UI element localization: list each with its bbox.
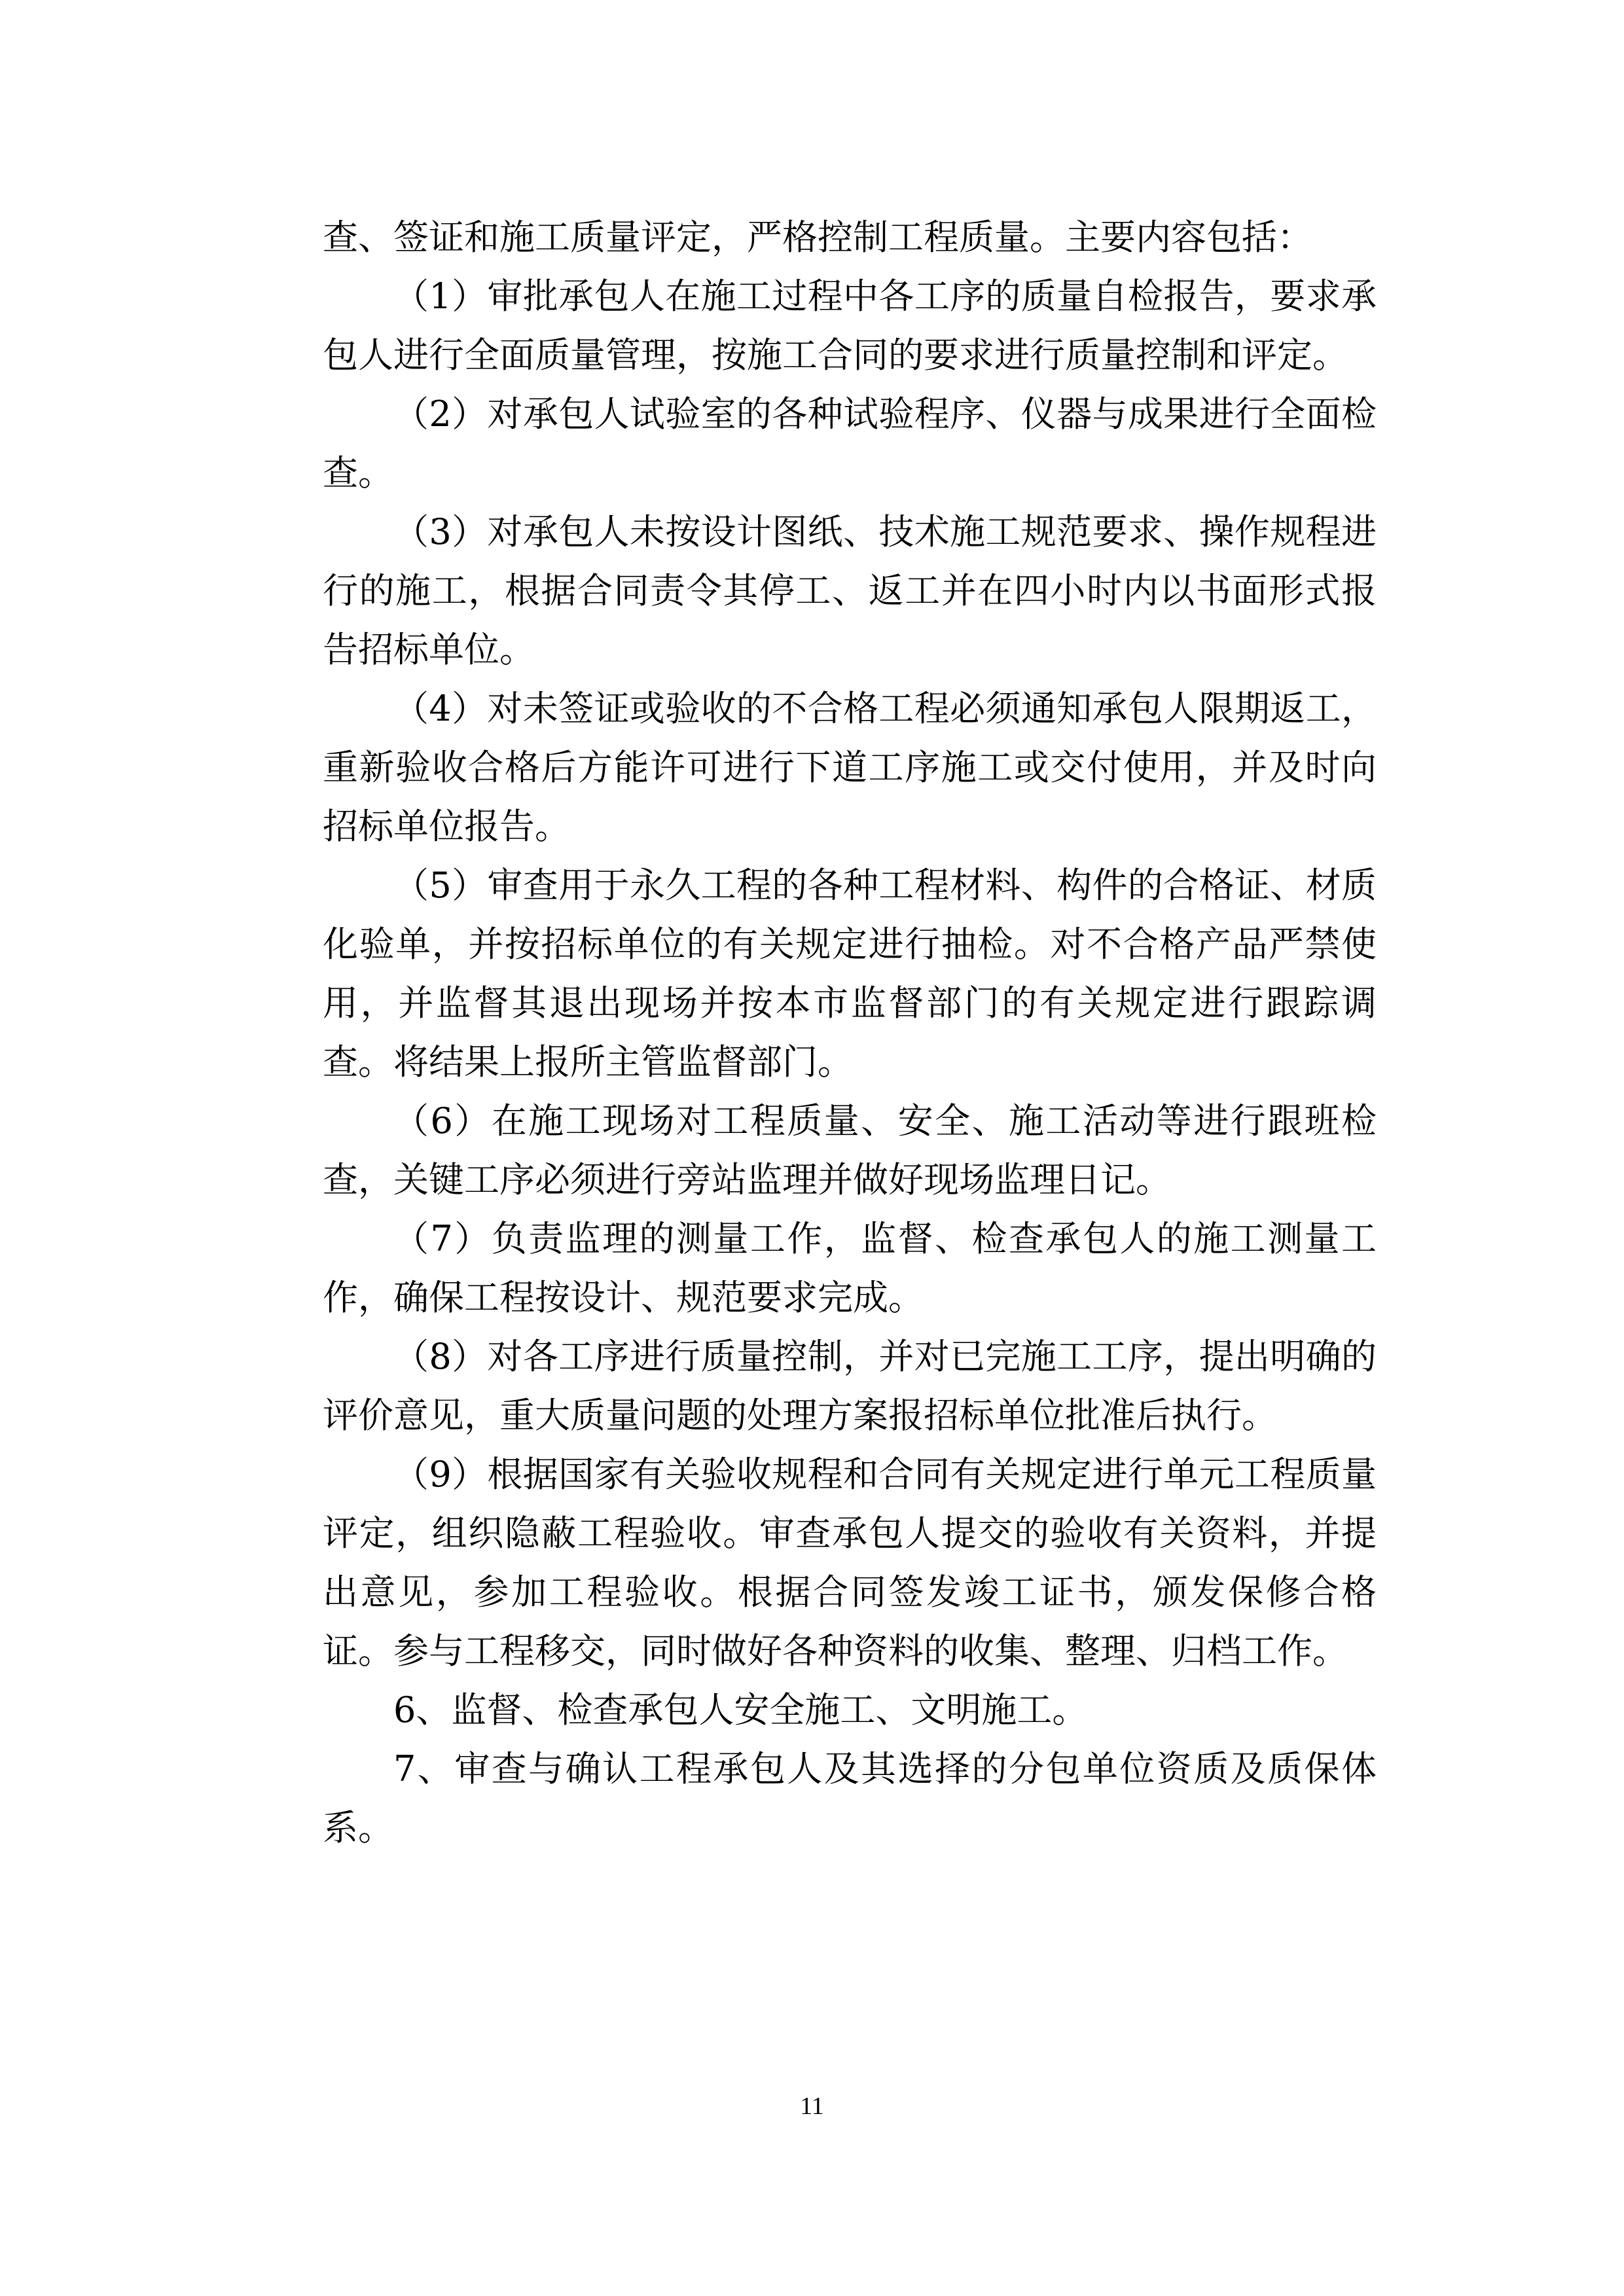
paragraph-item-1: （1）审批承包人在施工过程中各工序的质量自检报告，要求承包人进行全面质量管理，按施工合同的要求进行质量控制和评定。 xyxy=(323,276,1377,376)
body-text xyxy=(323,208,1377,1857)
paragraph-item-9: （9）根据国家有关验收规程和合同有关规定进行单元工程质量评定，组织隐蔽工程验收。审查承包人提交的验收有关资料，并提出意见，参加工程验收。根据合同签发竣工证书，颁发保修合格证。参与工程移交，同时做好各种资料的收集、整理、归档工作。 xyxy=(323,1454,1377,1672)
paragraph-section-6: 6、监督、检查承包人安全施工、文明施工。 xyxy=(393,1689,1088,1731)
paragraph-item-7: （7）负责监理的测量工作，监督、检查承包人的施工测量工作，确保工程按设计、规范要求完成。 xyxy=(323,1218,1377,1318)
paragraph-item-5: （5）审查用于永久工程的各种工程材料、构件的合格证、材质化验单，并按招标单位的有关规定进行抽检。对不合格产品严禁使用，并监督其退出现场并按本市监督部门的有关规定进行跟踪调查。将结果上报所主管监督部门。 xyxy=(323,865,1377,1083)
paragraph-continuation: 查、签证和施工质量评定，严格控制工程质量。主要内容包括： xyxy=(323,217,1312,258)
paragraph-item-3: （3）对承包人未按设计图纸、技术施工规范要求、操作规程进行的施工，根据合同责令其停工、返工并在四小时内以书面形式报告招标单位。 xyxy=(323,511,1377,670)
paragraph-item-4: （4）对未签证或验收的不合格工程必须通知承包人限期返工，重新验收合格后方能许可进行下道工序施工或交付使用，并及时向招标单位报告。 xyxy=(323,688,1377,847)
paragraph-item-8: （8）对各工序进行质量控制，并对已完施工工序，提出明确的评价意见，重大质量问题的处理方案报招标单位批准后执行。 xyxy=(323,1336,1377,1436)
paragraph-section-7: 7、审查与确认工程承包人及其选择的分包单位资质及质保体系。 xyxy=(323,1748,1377,1848)
paragraph-item-6: （6）在施工现场对工程质量、安全、施工活动等进行跟班检查，关键工序必须进行旁站监理并做好现场监理日记。 xyxy=(323,1100,1377,1200)
paragraph-item-2: （2）对承包人试验室的各种试验程序、仪器与成果进行全面检查。 xyxy=(323,393,1377,493)
page-number: 11 xyxy=(800,2092,824,2120)
